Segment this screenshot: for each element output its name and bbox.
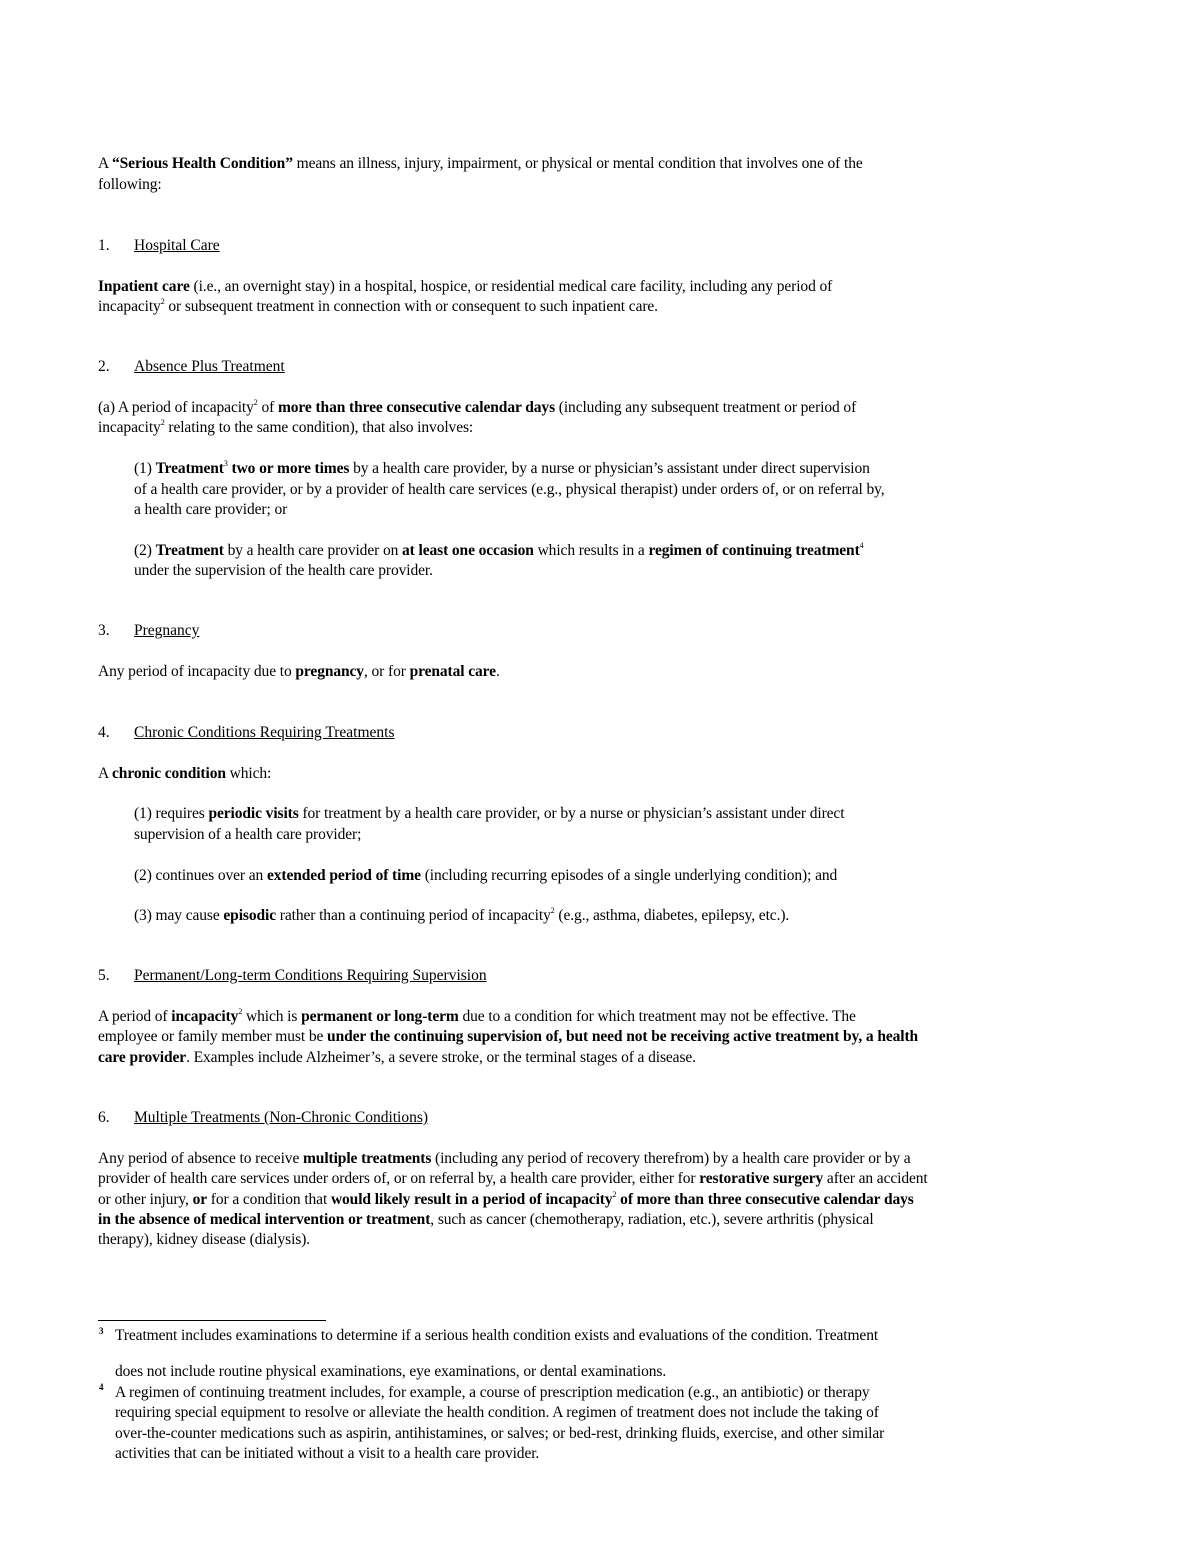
bold-term: Treatment bbox=[155, 460, 224, 477]
footnote-ref: 2 bbox=[238, 1006, 243, 1016]
list-item-line bbox=[134, 866, 837, 887]
footnote-marker: 4 bbox=[99, 1382, 104, 1392]
section-number: 4. bbox=[98, 724, 110, 741]
bold-term: episodic bbox=[223, 907, 277, 924]
text-run: employee or family member must be bbox=[98, 1028, 328, 1045]
bold-term: pregnancy bbox=[295, 663, 364, 680]
footnote-line: over-the-counter medications such as aspirin, antihistamines, or salves; or bed-rest, drinking fluids, exercise, and other similar bbox=[115, 1425, 885, 1442]
text-run: rather than a continuing period of incapacity bbox=[276, 907, 551, 924]
text-run: or other injury, bbox=[98, 1191, 193, 1208]
paragraph-line bbox=[98, 1169, 928, 1190]
text-run: for treatment by a health care provider, or by a nurse or physician’s assistant under direct bbox=[298, 805, 845, 822]
bold-term: under the continuing supervision of, but need not be receiving active treatment by, a health bbox=[327, 1028, 919, 1045]
bold-term: two or more times bbox=[227, 460, 350, 477]
footnote-line: activities that can be initiated without a visit to a health care provider. bbox=[115, 1445, 540, 1462]
bold-term: restorative surgery bbox=[699, 1170, 824, 1187]
intro-defined-term: “Serious Health Condition” bbox=[112, 155, 293, 172]
intro-line-2: following: bbox=[98, 176, 162, 193]
text-run: which is bbox=[242, 1008, 302, 1025]
text-run: provider of health care services under orders of, or on referral by, a health care provider, either for bbox=[98, 1170, 700, 1187]
footnote-ref: 2 bbox=[612, 1189, 617, 1199]
text-run: , or for bbox=[363, 663, 410, 680]
paragraph-line bbox=[98, 1007, 856, 1028]
text-run: (including recurring episodes of a single underlying condition); and bbox=[420, 867, 838, 884]
text-run: relating to the same condition), that also involves: bbox=[164, 419, 474, 436]
section-number: 2. bbox=[98, 358, 110, 375]
paragraph-line bbox=[98, 297, 658, 318]
bold-term: of more than three consecutive calendar days bbox=[616, 1191, 914, 1208]
text-run: incapacity bbox=[98, 419, 161, 436]
text-run: (i.e., an overnight stay) in a hospital, hospice, or residential medical care facility, including any period of bbox=[189, 278, 833, 295]
section-heading-pregnancy: Pregnancy bbox=[134, 622, 200, 639]
paragraph-line bbox=[98, 1149, 911, 1170]
section-number: 6. bbox=[98, 1109, 110, 1126]
bold-term: prenatal care bbox=[409, 663, 496, 680]
bold-term: care provider bbox=[98, 1049, 187, 1066]
footnote-ref: 2 bbox=[160, 417, 165, 427]
text-run: , such as cancer (chemotherapy, radiation, etc.), severe arthritis (physical bbox=[430, 1211, 874, 1228]
section-number: 3. bbox=[98, 622, 110, 639]
text-run: Any period of absence to receive bbox=[98, 1150, 303, 1167]
intro-text: means an illness, injury, impairment, or physical or mental condition that involves one of the bbox=[292, 155, 863, 172]
bold-term: Inpatient care bbox=[98, 278, 190, 295]
paragraph-line bbox=[98, 764, 271, 785]
bold-term: in the absence of medical intervention or treatment bbox=[98, 1211, 431, 1228]
list-item-line: of a health care provider, or by a provider of health care services (e.g., physical therapist) under orders of, or on referral by, bbox=[134, 481, 885, 498]
intro-line-1 bbox=[98, 154, 863, 175]
text-run: by a health care provider on bbox=[223, 542, 403, 559]
paragraph-line: therapy), kidney disease (dialysis). bbox=[98, 1231, 311, 1248]
text-run: . bbox=[495, 663, 500, 680]
text-run: for a condition that bbox=[207, 1191, 331, 1208]
footnote-ref: 3 bbox=[223, 458, 228, 468]
bold-term: regimen of continuing treatment bbox=[648, 542, 860, 559]
paragraph-line bbox=[98, 1027, 918, 1048]
text-run: incapacity bbox=[98, 298, 161, 315]
footnote-line: Treatment includes examinations to determine if a serious health condition exists and evaluations of the condition. Treatment bbox=[115, 1327, 879, 1344]
text-run: due to a condition for which treatment may not be effective. The bbox=[458, 1008, 856, 1025]
list-item-line bbox=[134, 541, 864, 562]
bold-term: Treatment bbox=[155, 542, 224, 559]
paragraph-line bbox=[98, 277, 832, 298]
text-run: or subsequent treatment in connection with or consequent to such inpatient care. bbox=[164, 298, 658, 315]
text-run: . Examples include Alzheimer’s, a severe stroke, or the terminal stages of a disease. bbox=[186, 1049, 696, 1066]
text-run: which: bbox=[225, 765, 272, 782]
section-heading-hospital-care: Hospital Care bbox=[134, 237, 220, 254]
text-run: A bbox=[98, 765, 113, 782]
list-item-line: supervision of a health care provider; bbox=[134, 826, 362, 843]
footnote-line: requiring special equipment to resolve or alleviate the health condition. A regimen of treatment does not include the taking of bbox=[115, 1404, 879, 1421]
text-run: (3) may cause bbox=[134, 907, 224, 924]
text-run: (a) A period of incapacity bbox=[98, 399, 254, 416]
section-heading-multiple-treatments: Multiple Treatments (Non-Chronic Conditions) bbox=[134, 1109, 429, 1126]
text-run: (2) continues over an bbox=[134, 867, 267, 884]
bold-term: or bbox=[192, 1191, 208, 1208]
text-run: (including any period of recovery therefrom) by a health care provider or by a bbox=[431, 1150, 911, 1167]
paragraph-line bbox=[98, 1210, 874, 1231]
footnote-separator bbox=[98, 1320, 326, 1321]
bold-term: periodic visits bbox=[208, 805, 299, 822]
text-run: which results in a bbox=[533, 542, 649, 559]
footnote-ref: 2 bbox=[160, 296, 165, 306]
footnote-ref: 2 bbox=[550, 905, 555, 915]
paragraph-line bbox=[98, 418, 473, 439]
paragraph-line bbox=[98, 1190, 914, 1211]
text-run: by a health care provider, by a nurse or physician’s assistant under direct supervision bbox=[349, 460, 870, 477]
intro-text: A bbox=[98, 155, 113, 172]
text-run: (including any subsequent treatment or period of bbox=[555, 399, 857, 416]
text-run: Any period of incapacity due to bbox=[98, 663, 296, 680]
bold-term: permanent or long-term bbox=[301, 1008, 459, 1025]
section-number: 5. bbox=[98, 967, 110, 984]
bold-term: extended period of time bbox=[266, 867, 421, 884]
paragraph-line bbox=[98, 398, 856, 419]
list-item-line: under the supervision of the health care provider. bbox=[134, 562, 433, 579]
footnote-ref: 2 bbox=[253, 397, 258, 407]
section-number: 1. bbox=[98, 237, 110, 254]
bold-term: incapacity bbox=[171, 1008, 239, 1025]
section-heading-chronic-conditions: Chronic Conditions Requiring Treatments bbox=[134, 724, 395, 741]
text-run: (1) bbox=[134, 460, 156, 477]
section-heading-absence-plus-treatment: Absence Plus Treatment bbox=[134, 358, 285, 375]
paragraph-line bbox=[98, 662, 500, 683]
text-run: (e.g., asthma, diabetes, epilepsy, etc.). bbox=[554, 907, 790, 924]
list-item-line bbox=[134, 804, 844, 825]
section-heading-permanent-conditions: Permanent/Long-term Conditions Requiring Supervision bbox=[134, 967, 487, 984]
list-item-line bbox=[134, 459, 870, 480]
footnote-line: A regimen of continuing treatment includes, for example, a course of prescription medication (e.g., an antibiotic) or therapy bbox=[115, 1384, 870, 1401]
footnote-ref: 4 bbox=[859, 540, 864, 550]
bold-term: more than three consecutive calendar days bbox=[277, 399, 555, 416]
bold-term: at least one occasion bbox=[402, 542, 534, 559]
list-item-line: a health care provider; or bbox=[134, 501, 288, 518]
text-run: (2) bbox=[134, 542, 156, 559]
bold-term: would likely result in a period of incapacity bbox=[330, 1191, 613, 1208]
bold-term: chronic condition bbox=[112, 765, 226, 782]
list-item-line bbox=[134, 906, 789, 927]
text-run: (1) requires bbox=[134, 805, 209, 822]
footnote-line: does not include routine physical examinations, eye examinations, or dental examinations. bbox=[115, 1363, 667, 1380]
text-run: after an accident bbox=[823, 1170, 928, 1187]
footnote-marker: 3 bbox=[99, 1326, 104, 1336]
bold-term: multiple treatments bbox=[303, 1150, 432, 1167]
text-run: of bbox=[257, 399, 278, 416]
paragraph-line bbox=[98, 1048, 696, 1069]
text-run: A period of bbox=[98, 1008, 172, 1025]
